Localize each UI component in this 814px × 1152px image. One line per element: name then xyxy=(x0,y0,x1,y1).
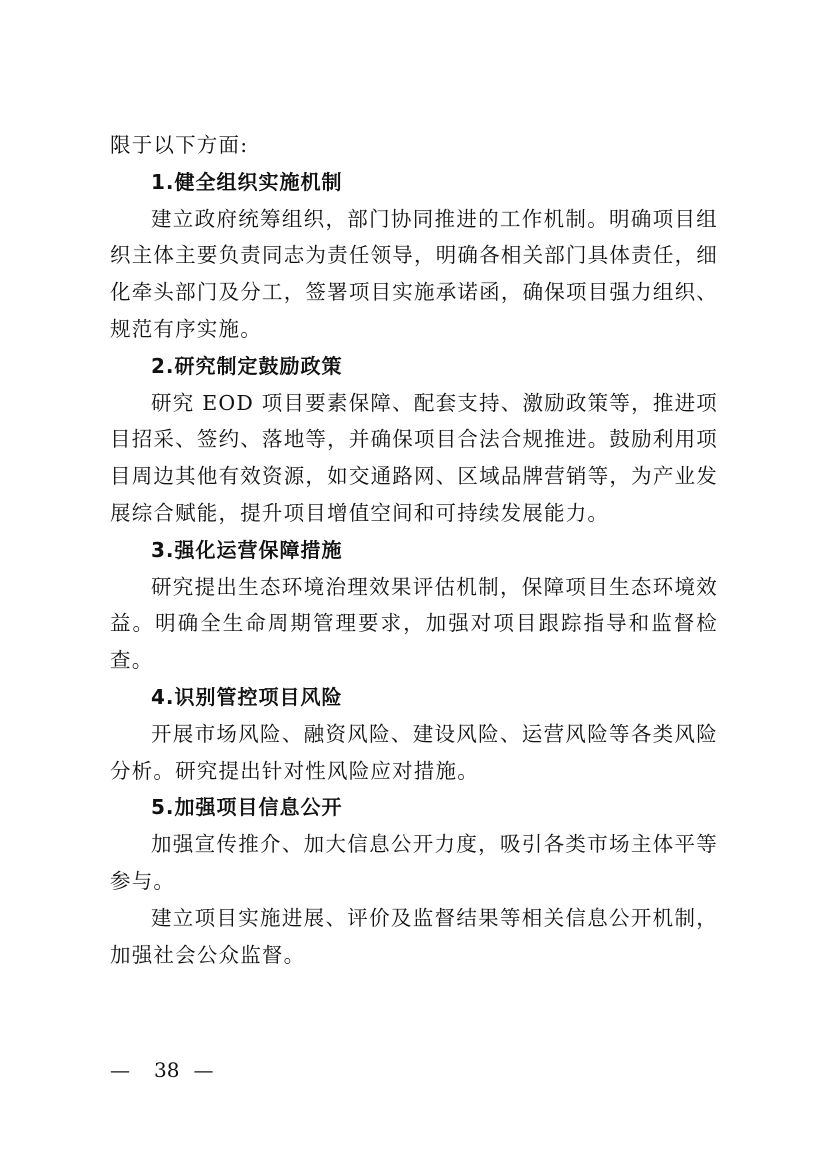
section-heading-2: 2.研究制定鼓励政策 xyxy=(151,353,343,378)
section-4-paragraph-1: 开展市场风险、融资风险、建设风险、运营风险等各类风险分析。研究提出针对性风险应对措施。 xyxy=(110,721,718,783)
intro-line: 限于以下方面: xyxy=(110,133,249,157)
section-5-paragraph-1: 加强宣传推介、加大信息公开力度，吸引各类市场主体平等参与。 xyxy=(110,832,718,893)
document-body xyxy=(110,127,718,973)
section-5-paragraph-2: 建立项目实施进展、评价及监督结果等相关信息公开机制，加强社会公众监督。 xyxy=(110,905,718,967)
section-heading-1: 1.健全组织实施机制 xyxy=(151,169,343,194)
section-2-paragraph-1: 研究 EOD 项目要素保障、配套支持、激励政策等，推进项目招采、签约、落地等，并确保项目合法合规推进。鼓励利用项目周边其他有效资源，如交通路网、区域品牌营销等，为产业发展综合赋能，提升项目增值空间和可持续发展能力。 xyxy=(110,390,718,525)
section-heading-4: 4.识别管控项目风险 xyxy=(151,684,343,709)
section-1-paragraph-1: 建立政府统筹组织，部门协同推进的工作机制。明确项目组织主体主要负责同志为责任领导，明确各相关部门具体责任，细化牵头部门及分工，签署项目实施承诺函，确保项目强力组织、规范有序实施。 xyxy=(110,206,718,341)
page-footer xyxy=(110,1058,223,1082)
section-heading-3: 3.强化运营保障措施 xyxy=(151,537,343,562)
section-3-paragraph-1: 研究提出生态环境治理效果评估机制，保障项目生态环境效益。明确全生命周期管理要求，加强对项目跟踪指导和监督检查。 xyxy=(110,574,718,673)
footer-dash-left: — xyxy=(110,1058,130,1082)
section-heading-5: 5.加强项目信息公开 xyxy=(151,795,343,820)
footer-dash-right: — xyxy=(193,1058,214,1082)
page-number: 38 xyxy=(154,1058,180,1082)
